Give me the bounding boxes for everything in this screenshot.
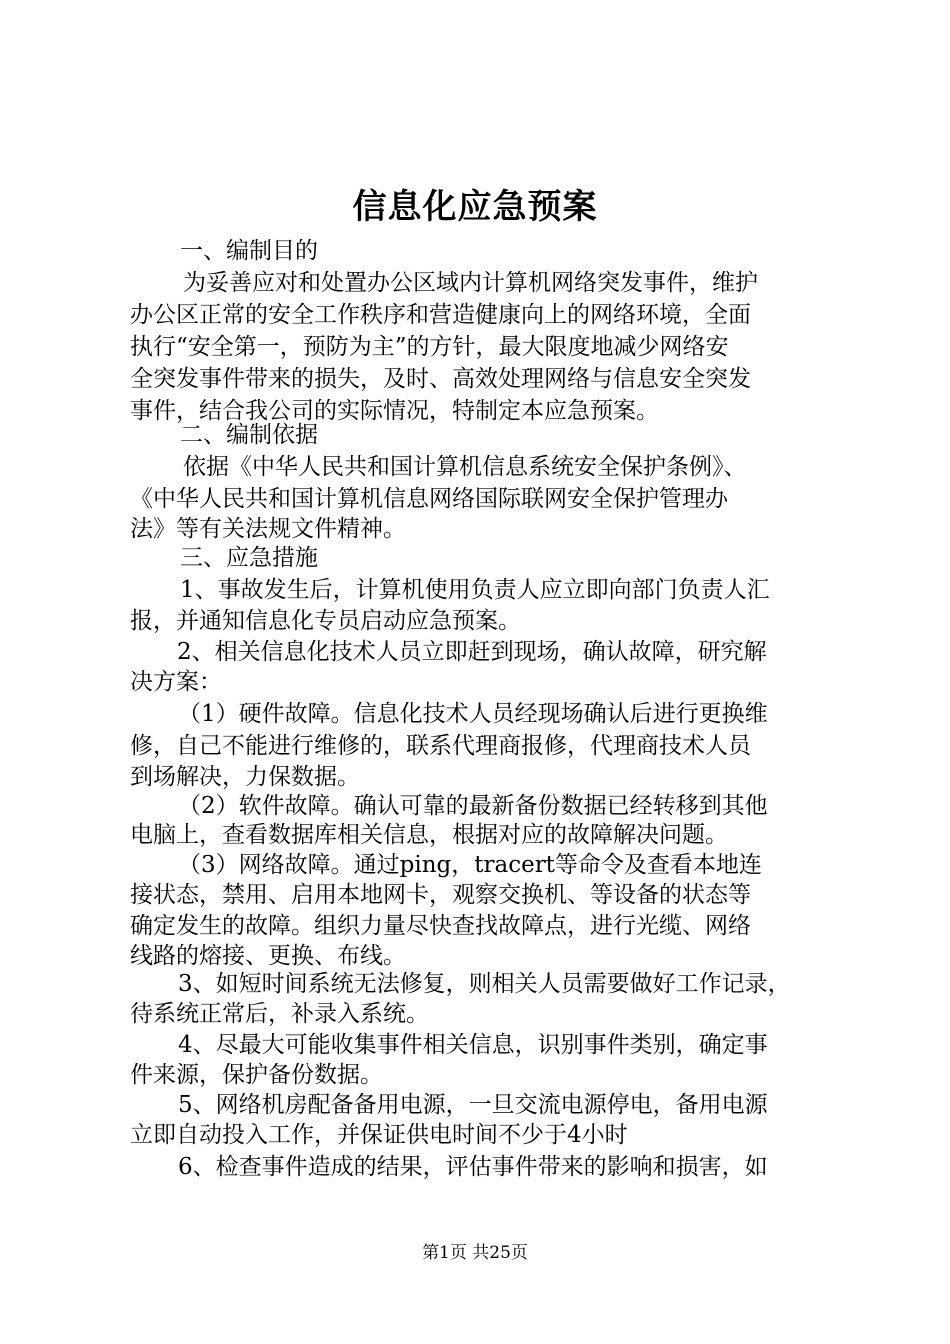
paragraph-line: 到场解决，力保数据。 bbox=[130, 764, 360, 790]
paragraph-line: 6、检查事件造成的结果，评估事件带来的影响和损害，如 bbox=[178, 1154, 768, 1180]
paragraph-line: 报，并通知信息化专员启动应急预案。 bbox=[130, 608, 521, 634]
paragraph-line: 电脑上，查看数据库相关信息，根据对应的故障解决问题。 bbox=[130, 822, 728, 848]
paragraph-line: 决方案： bbox=[130, 669, 222, 695]
paragraph-line: 件来源，保护备份数据。 bbox=[130, 1062, 383, 1088]
paragraph-line: 修，自己不能进行维修的，联系代理商报修，代理商技术人员 bbox=[130, 733, 751, 759]
page-number-footer: 第1页 共25页 bbox=[422, 1243, 528, 1263]
paragraph-line: 立即自动投入工作，并保证供电时间不少于4小时 bbox=[130, 1122, 628, 1148]
paragraph-line: 1、事故发生后，计算机使用负责人应立即向部门负责人汇 bbox=[180, 577, 770, 603]
paragraph-line: 法》等有关法规文件精神。 bbox=[130, 516, 406, 542]
section-heading: 二、编制依据 bbox=[180, 422, 318, 448]
paragraph-line: 《中华人民共和国计算机信息网络国际联网安全保护管理办 bbox=[130, 486, 728, 512]
section-heading: 三、应急措施 bbox=[180, 545, 318, 571]
paragraph-line: 4、尽最大可能收集事件相关信息，识别事件类别，确定事 bbox=[178, 1032, 768, 1058]
paragraph-line: 待系统正常后，补录入系统。 bbox=[130, 1001, 429, 1027]
document-title: 信息化应急预案 bbox=[352, 187, 598, 227]
paragraph-line: 全突发事件带来的损失，及时、高效处理网络与信息安全突发 bbox=[130, 366, 751, 392]
paragraph-line: （2）软件故障。确认可靠的最新备份数据已经转移到其他 bbox=[178, 793, 768, 819]
paragraph-line: 线路的熔接、更换、布线。 bbox=[130, 943, 406, 969]
paragraph-line: 接状态，禁用、启用本地网卡，观察交换机、等设备的状态等 bbox=[130, 882, 751, 908]
paragraph-line: （1）硬件故障。信息化技术人员经现场确认后进行更换维 bbox=[178, 701, 768, 727]
paragraph-line: 执行“安全第一，预防为主”的方针，最大限度地减少网络安 bbox=[130, 334, 729, 360]
section-heading: 一、编制目的 bbox=[180, 238, 318, 264]
paragraph-line: 为妥善应对和处置办公区域内计算机网络突发事件，维护 bbox=[183, 270, 758, 296]
paragraph-line: 事件，结合我公司的实际情况，特制定本应急预案。 bbox=[130, 398, 659, 424]
paragraph-line: 3、如短时间系统无法修复，则相关人员需要做好工作记录， bbox=[178, 971, 791, 997]
paragraph-line: 5、网络机房配备备用电源，一旦交流电源停电，备用电源 bbox=[178, 1092, 768, 1118]
paragraph-line: 办公区正常的安全工作秩序和营造健康向上的网络环境，全面 bbox=[130, 302, 751, 328]
paragraph-line: 确定发生的故障。组织力量尽快查找故障点，进行光缆、网络 bbox=[130, 913, 751, 939]
paragraph-line: （3）网络故障。通过ping，tracert等命令及查看本地连 bbox=[178, 852, 762, 878]
paragraph-line: 2、相关信息化技术人员立即赶到现场，确认故障，研究解 bbox=[177, 639, 767, 665]
paragraph-line: 依据《中华人民共和国计算机信息系统安全保护条例》、 bbox=[183, 454, 747, 480]
